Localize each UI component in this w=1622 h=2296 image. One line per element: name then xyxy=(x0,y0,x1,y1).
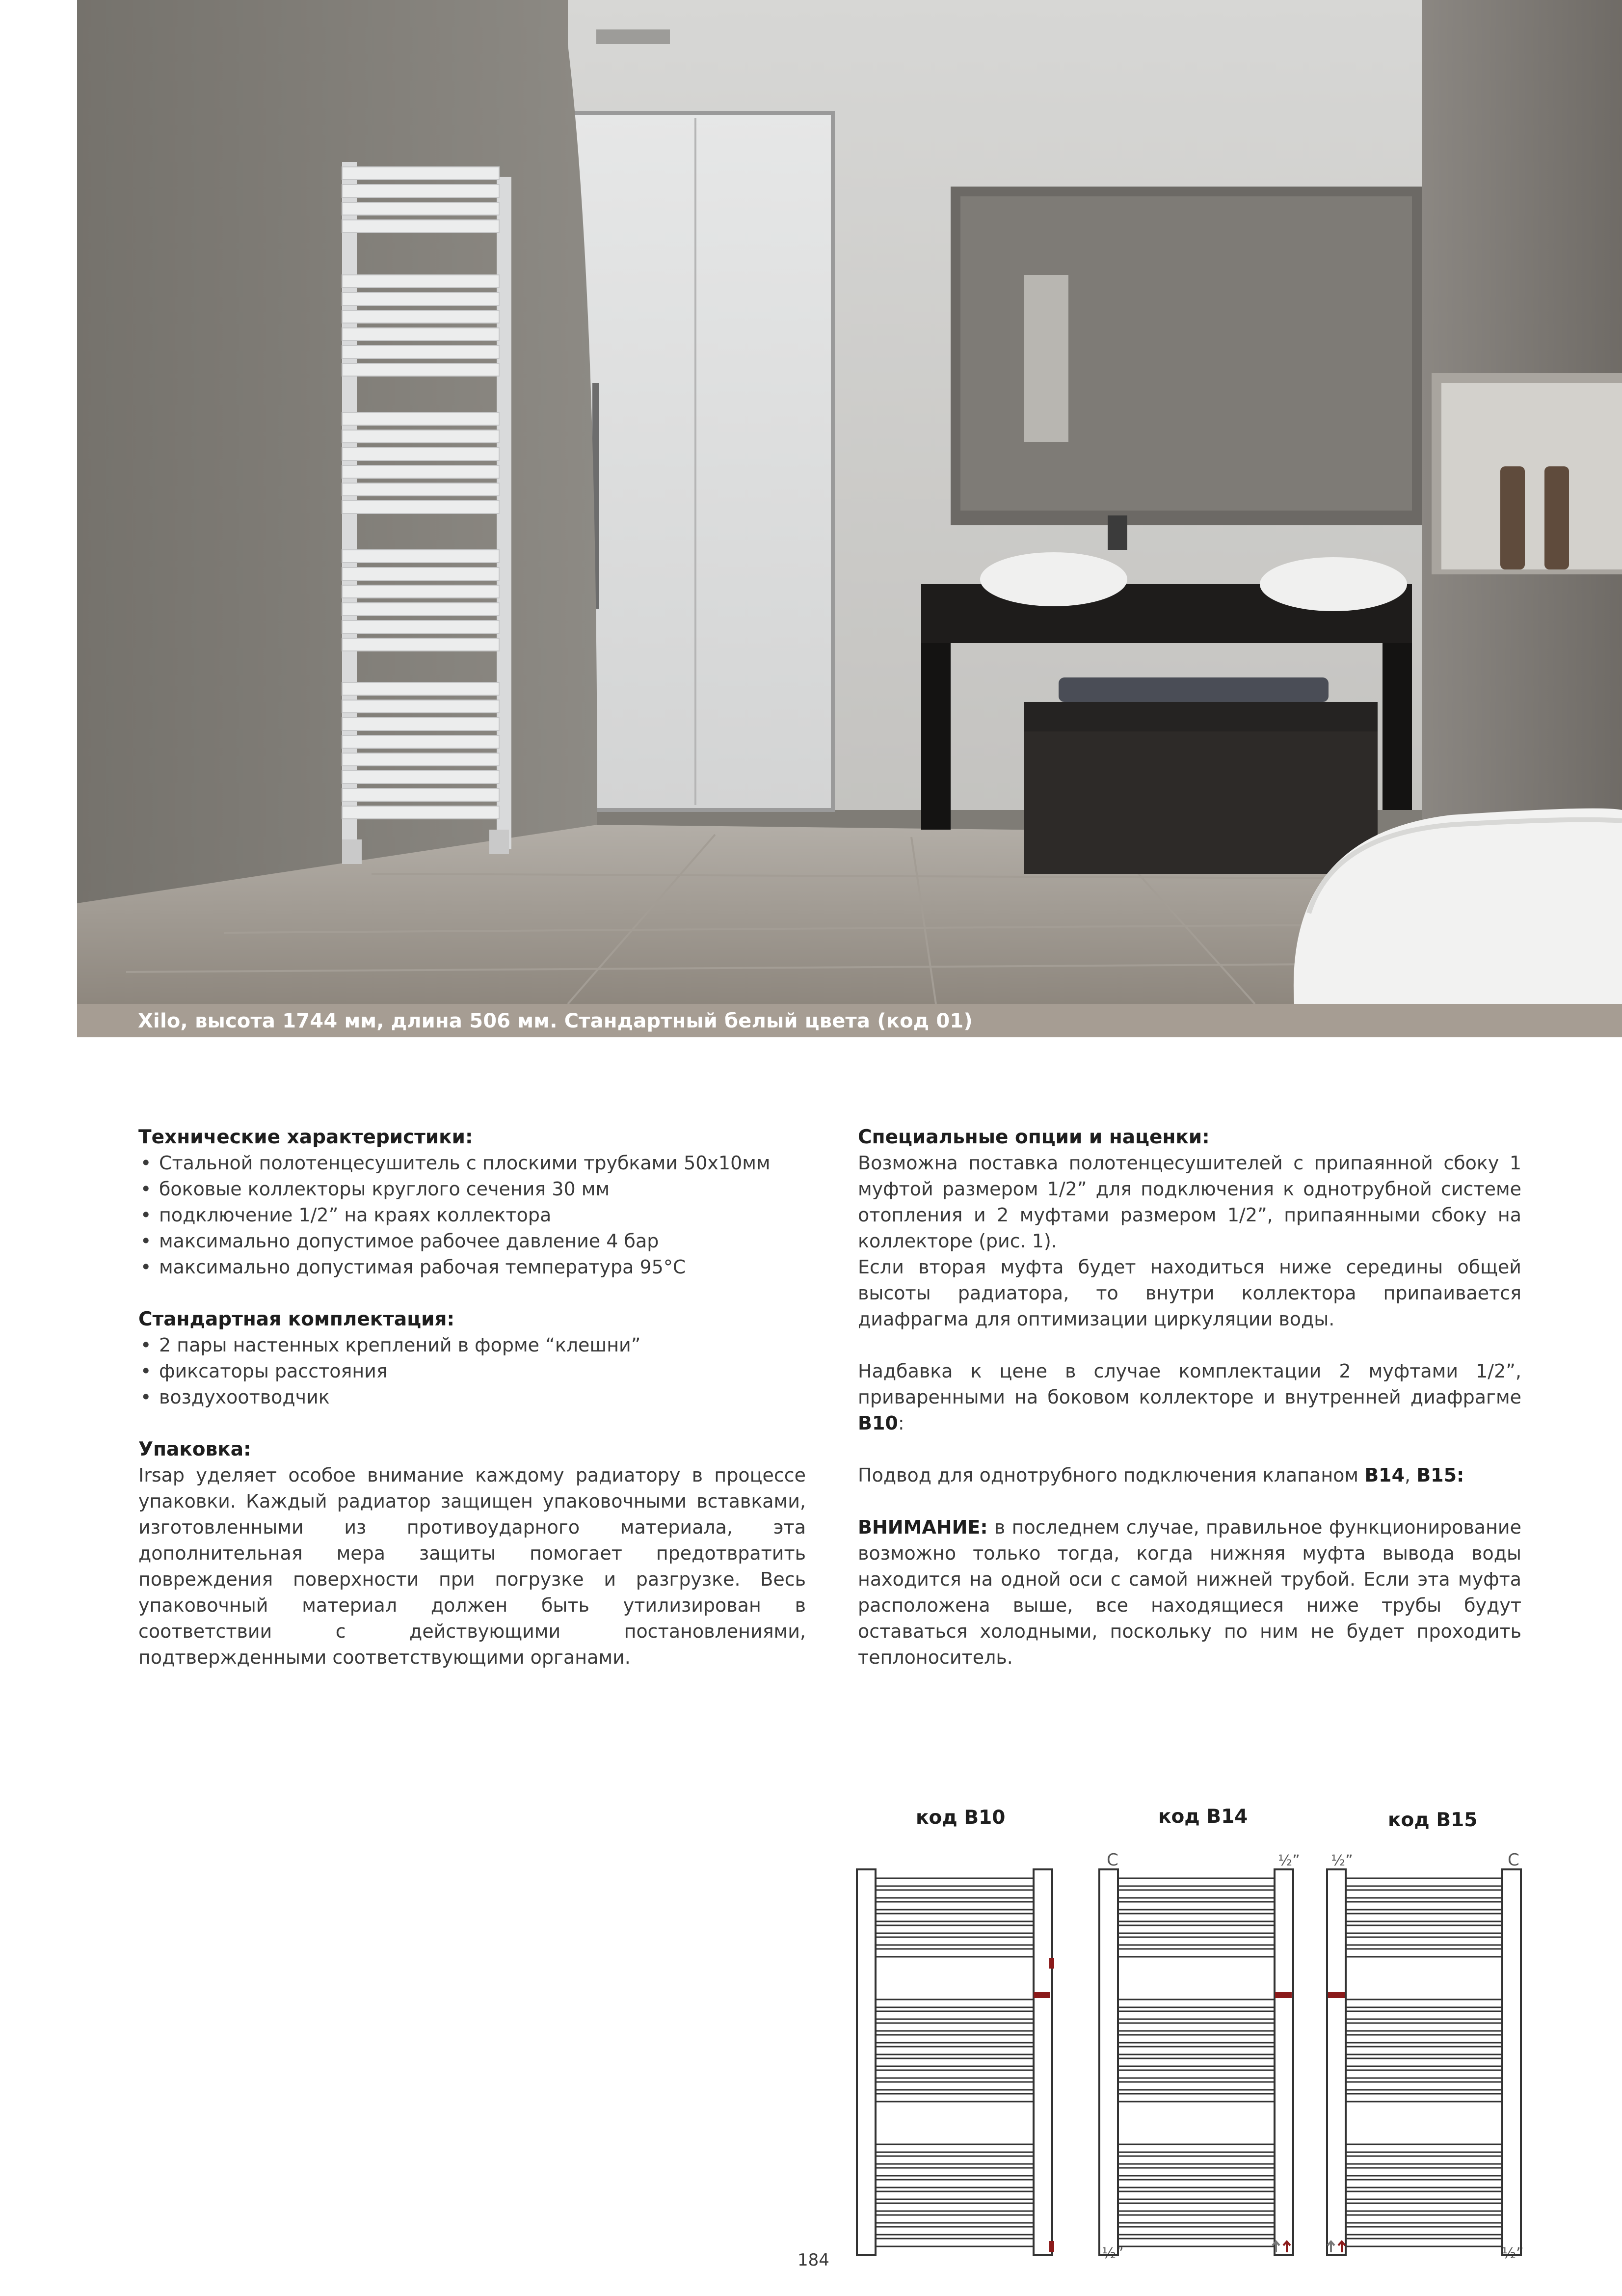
diagram-b14-label: код B14 xyxy=(1158,1806,1248,1828)
tube xyxy=(1346,2035,1502,2043)
collector-left xyxy=(1327,1869,1346,2255)
standard-heading: Стандартная комплектация: xyxy=(138,1308,455,1330)
list-item: • максимально допустимое рабочее давление 4 бар xyxy=(138,1228,806,1254)
b10-bottom-socket xyxy=(1049,2241,1054,2252)
tube xyxy=(1346,2215,1502,2223)
tube xyxy=(876,1902,1034,1910)
tube xyxy=(876,1949,1034,1957)
tube xyxy=(1346,2047,1502,2054)
tube xyxy=(876,2227,1034,2235)
tube xyxy=(1346,2156,1502,2164)
tube xyxy=(1118,2058,1275,2066)
tube xyxy=(876,2047,1034,2054)
tube xyxy=(876,1937,1034,1945)
list-item: • фиксаторы расстояния xyxy=(138,1358,806,1384)
tube xyxy=(1118,2094,1275,2102)
diagram-b15 xyxy=(1327,1869,1521,2255)
packing-text: Irsap уделяет особое внимание каждому радиатору в процессе упаковки. Каждый радиатор защищен упаковочными вставками, изготовленными из противоударного материала, эта дополнительная мера защиты помогает предотвратить повреждения поверхности при погрузке и разгрузке. Весь упаковочный материал должен быть утилизирован в соответствии с действующими постановлениями, подтвержденными соответствующими органами. xyxy=(138,1464,806,1668)
tube xyxy=(876,2239,1034,2246)
b10-diaphragm xyxy=(1034,1992,1050,1998)
tube xyxy=(1118,2191,1275,2199)
tube xyxy=(1118,1902,1275,1910)
tube xyxy=(1118,2082,1275,2090)
tube xyxy=(1118,2227,1275,2235)
b14-bottom-left-mark: ½” xyxy=(1102,2245,1124,2262)
b15-arrow-grey xyxy=(1328,2242,1334,2252)
options-heading: Специальные опции и наценки: xyxy=(858,1126,1210,1148)
diagram-b10 xyxy=(857,1869,1054,2255)
collector-left xyxy=(857,1869,876,2255)
tube xyxy=(1346,2168,1502,2176)
tube xyxy=(876,2023,1034,2031)
warning-label: ВНИМАНИЕ: xyxy=(858,1516,988,1538)
tech-heading: Технические характеристики: xyxy=(138,1126,473,1148)
tube xyxy=(876,2191,1034,2199)
tube xyxy=(1118,2011,1275,2019)
tube xyxy=(1118,2070,1275,2078)
tube xyxy=(1118,2023,1275,2031)
tube xyxy=(1346,2203,1502,2211)
code-b10: B10 xyxy=(858,1412,898,1434)
tube xyxy=(876,2035,1034,2043)
code-b14: B14 xyxy=(1364,1464,1405,1486)
tube xyxy=(1346,1890,1502,1898)
b15-top-right-mark: C xyxy=(1508,1850,1519,1870)
tube xyxy=(1118,1878,1275,1886)
tube xyxy=(1346,1925,1502,1933)
tube xyxy=(1118,2144,1275,2152)
tube xyxy=(876,2082,1034,2090)
tube xyxy=(876,2094,1034,2102)
b14-top-left-mark: C xyxy=(1107,1850,1118,1870)
tube xyxy=(1346,1937,1502,1945)
tube xyxy=(1346,2082,1502,2090)
tube xyxy=(1346,2180,1502,2188)
tube xyxy=(1346,2144,1502,2152)
b15-top-left-mark: ½” xyxy=(1331,1852,1353,1869)
tube xyxy=(1346,2011,1502,2019)
tube xyxy=(876,1999,1034,2007)
tube xyxy=(876,2203,1034,2211)
b15-bottom-right-mark: ½” xyxy=(1502,2245,1524,2262)
diagram-b10-label: код B10 xyxy=(916,1807,1006,1829)
para-3-end: : xyxy=(898,1412,904,1434)
warning-text: в последнем случае, правильное функционирование возможно только тогда, когда нижняя муфта вывода воды находится на одной оси с самой нижней трубой. Если эта муфта расположена выше, все находящиеся ниже трубы будут оставаться холодными, поскольку по ним не будет проходить теплоноситель. xyxy=(858,1516,1521,1668)
tube xyxy=(1118,2180,1275,2188)
list-item: • воздухоотводчик xyxy=(138,1384,806,1410)
tube xyxy=(1118,1890,1275,1898)
tube xyxy=(1346,2094,1502,2102)
b15-diaphragm xyxy=(1328,1992,1345,1998)
tube xyxy=(876,2144,1034,2152)
options-para-2: Если вторая муфта будет находиться ниже середины общей высоты радиатора, то внутри коллектора припаивается диафрагма для оптимизации циркуляции воды. xyxy=(858,1256,1521,1330)
tube xyxy=(876,2215,1034,2223)
tube xyxy=(1346,2023,1502,2031)
tube xyxy=(1346,1999,1502,2007)
tube xyxy=(1118,1925,1275,1933)
tube xyxy=(876,1890,1034,1898)
tube xyxy=(876,2070,1034,2078)
tube xyxy=(1346,1914,1502,1921)
tube xyxy=(1118,1999,1275,2007)
tube xyxy=(876,2168,1034,2176)
tube xyxy=(1346,1949,1502,1957)
tube xyxy=(876,2156,1034,2164)
tube xyxy=(876,2180,1034,2188)
list-item: • подключение 1/2” на краях коллектора xyxy=(138,1202,806,1228)
tube xyxy=(1346,2058,1502,2066)
list-item: • Стальной полотенцесушитель с плоскими трубками 50x10мм xyxy=(138,1150,806,1176)
tube xyxy=(1118,1949,1275,1957)
b10-top-socket xyxy=(1049,1958,1054,1969)
list-item: • 2 пары настенных креплений в форме “клешни” xyxy=(138,1332,806,1358)
tube xyxy=(876,2011,1034,2019)
photo-caption: Xilo, высота 1744 мм, длина 506 мм. Стандартный белый цвета (код 01) xyxy=(138,1010,973,1032)
para-3-text: Надбавка к цене в случае комплектации 2 муфтами 1/2”, приваренными на боковом коллекторе и внутренней диафрагме xyxy=(858,1360,1521,1408)
collector-right xyxy=(1034,1869,1052,2255)
tube xyxy=(1118,2203,1275,2211)
tube xyxy=(876,1914,1034,1921)
tube xyxy=(1346,2070,1502,2078)
tube xyxy=(876,1878,1034,1886)
tube xyxy=(1118,2239,1275,2246)
tube xyxy=(876,1925,1034,1933)
options-para-1: Возможна поставка полотенцесушителей с припаянной сбоку 1 муфтой размером 1/2” для подключения к однотрубной системе отопления и 2 муфтами размером 1/2”, припаянными сбоку на коллекторе (рис. 1). xyxy=(858,1152,1521,1252)
tube xyxy=(1118,2156,1275,2164)
b14-diaphragm xyxy=(1275,1992,1292,1998)
tube xyxy=(1346,1878,1502,1886)
tube xyxy=(1118,1914,1275,1921)
diagram-b15-label: код B15 xyxy=(1388,1809,1478,1831)
code-b15: B15: xyxy=(1416,1464,1464,1486)
tube xyxy=(1118,1937,1275,1945)
para-4-sep: , xyxy=(1405,1464,1417,1486)
para-4-text: Подвод для однотрубного подключения клапаном xyxy=(858,1464,1365,1486)
tube xyxy=(1118,2047,1275,2054)
tube xyxy=(1346,2239,1502,2246)
packing-heading: Упаковка: xyxy=(138,1438,251,1460)
b15-arrow-red xyxy=(1338,2242,1345,2252)
tube xyxy=(1118,2168,1275,2176)
collector-right xyxy=(1502,1869,1521,2255)
b14-arrow-red xyxy=(1283,2242,1290,2252)
collector-left xyxy=(1099,1869,1118,2255)
tube xyxy=(1118,2035,1275,2043)
b14-top-right-mark: ½” xyxy=(1278,1852,1300,1869)
list-item: • боковые коллекторы круглого сечения 30 мм xyxy=(138,1176,806,1202)
tube xyxy=(876,2058,1034,2066)
tube xyxy=(1346,1902,1502,1910)
list-item: • максимально допустимая рабочая температура 95°C xyxy=(138,1254,806,1280)
collector-right xyxy=(1275,1869,1293,2255)
tube xyxy=(1346,2191,1502,2199)
diagram-b14 xyxy=(1099,1869,1293,2255)
tube xyxy=(1118,2215,1275,2223)
page-number: 184 xyxy=(798,2250,829,2270)
tube xyxy=(1346,2227,1502,2235)
